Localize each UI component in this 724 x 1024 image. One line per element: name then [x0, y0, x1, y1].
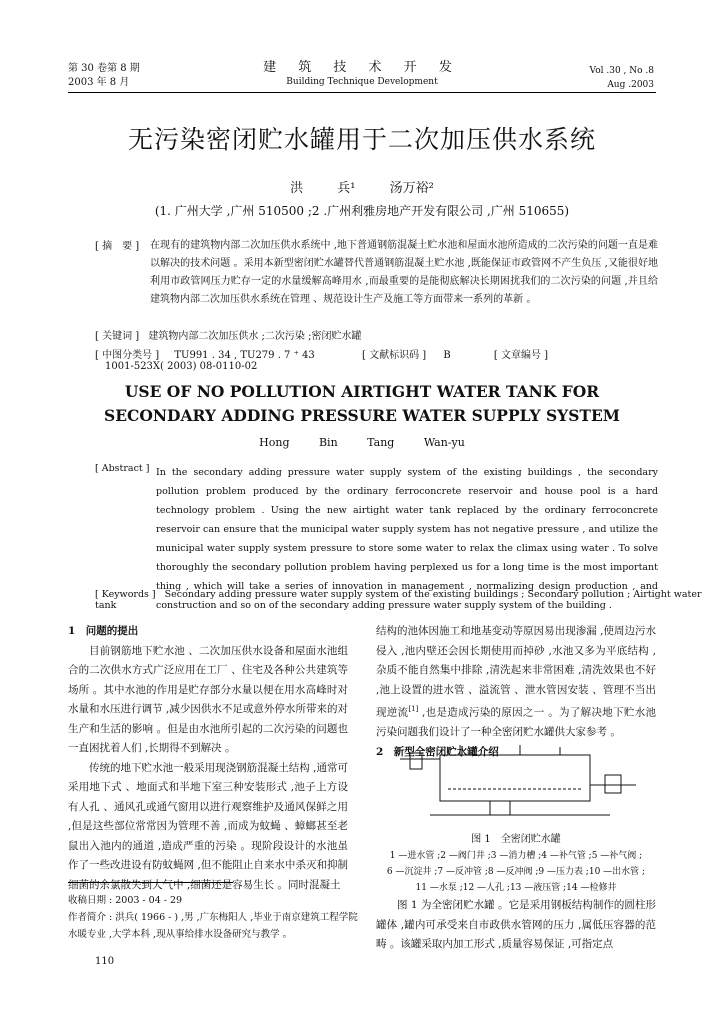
keywords-cn-label: [ 关键词 ] — [95, 331, 140, 342]
valve-well — [410, 753, 422, 769]
keywords-cn — [95, 327, 361, 342]
running-header-right — [590, 64, 654, 92]
paragraph: 目前钢筋地下贮水池 、二次加压供水设备和屋面水池组合的二次供水方式广泛应用在工厂 、住宅及各种公共建筑等场所 。其中水池的作用是贮存部分水量以便在用水高峰时对水量和水压进行调节 ,减少因供水不足或意外停水所带来的对生产和生活的影响 。但是由水池所引起的二次污染的问题也一直困扰着人们 ,长期得不到解决 。 — [68, 644, 348, 754]
journal-name-en: Building Technique Development — [286, 77, 438, 87]
citation-ref: [1] — [408, 705, 419, 713]
pump — [605, 775, 621, 793]
body-left-column — [68, 622, 348, 895]
journal-name-cn: 建 筑 技 术 开 发 — [263, 60, 461, 75]
doc-code-value: B — [443, 350, 451, 361]
legend-line: 6 —沉淀井 ;7 —反冲管 ;8 —反冲阀 ;9 —压力表 ;10 —出水管 ; — [386, 867, 646, 877]
figure-1-legend — [376, 848, 656, 896]
keywords-en-label: [ Keywords ] — [95, 589, 156, 600]
body-right-column — [376, 622, 656, 762]
article-title-en: USE OF NO POLLUTION AIRTIGHT WATER TANK FOR SECONDARY ADDING PRESSURE WATER SUPPLY SYSTEM — [104, 382, 620, 425]
keywords-en-text: Secondary adding pressure water supply system of the existing buildings ; Secondary pollution ; Airtight water tank — [95, 589, 702, 611]
paragraph-text: 结构的池体因施工和地基变动等原因易出现渗漏 ,使周边污水侵入 ,池内壁还会因长期使用而掉砂 ,水池又多为平底结构 ,杂质不能自然集中排除 ,清洗起来非常困难 ,清洗效果也不好 ,池上设置的进水管 、溢流管 、泄水管因安装 、管理不当出现逆流 — [376, 625, 656, 719]
abstract-en-label: [ Abstract ] — [95, 463, 150, 474]
article-no-label: [ 文章编号 ] — [493, 350, 549, 361]
article-title: 无污染密闭贮水罐用于二次加压供水系统 — [127, 125, 596, 154]
authors-en: Hong Bin Tang Wan-yu — [259, 436, 465, 449]
footnote — [68, 892, 358, 943]
volume-issue: 第 30 卷第 8 期 — [68, 63, 140, 74]
article-no-value: 1001-523X( 2003) 08-0110-02 — [105, 361, 258, 372]
abstract-cn-label: [ 摘 要 ] — [95, 241, 140, 252]
volume-issue-en: Vol .30 , No .8 — [589, 66, 654, 76]
abstract-cn-text: 在现有的建筑物内部二次加压供水系统中 ,地下普通钢筋混凝土贮水池和屋面水池所造成的二次污染的问题一直是难以解决的技术问题 。采用本新型密闭贮水罐替代普通钢筋混凝土贮水池 ,既能保证市政管网不产生负压 ,又能很好地利用市政管网压力贮存一定的水量缓解高峰用水 ,而最重要的是能彻底解决长期困扰我们的二次污染的问题 ,并且给建筑物内部二次加压供水系统在管理 、规范设计生产及施工等方面带来一系列的革新 。 — [150, 240, 658, 305]
clc-label: [ 中图分类号 ] — [95, 350, 160, 361]
clc-value: TU991 . 34 , TU279 . 7 ⁺ 43 — [174, 350, 315, 361]
tank-body — [440, 755, 590, 801]
paragraph — [376, 622, 656, 743]
received-date: 收稿日期 : 2003 - 04 - 29 — [68, 895, 183, 906]
affiliations: (1. 广州大学 ,广州 510500 ;2 .广州利雅房地产开发有限公司 ,广州 510655) — [154, 204, 570, 218]
publication-date: 2003 年 8 月 — [68, 77, 130, 88]
author-intro: 作者简介 : 洪兵( 1966 - ) ,男 ,广东梅阳人 ,毕业于南京建筑工程学院水暖专业 ,大学本科 ,现从事给排水设备研究与教学 。 — [68, 912, 358, 940]
legend-line: 11 —水泵 ;12 —人孔 ;13 —液压管 ;14 —检修井 — [415, 883, 617, 893]
keywords-cn-text: 建筑物内部二次加压供水 ;二次污染 ;密闭贮水罐 — [148, 331, 362, 342]
section-1-heading: 1 问题的提出 — [68, 625, 139, 637]
abstract-en-text: In the secondary adding pressure water supply system of the existing buildings , the secondary pollution problem produced by the ordinary ferroconcrete reservoir and house pool is a hard technology problem . Using the new airtight water tank replaced by the ordinary ferroconcrete reservoir can ensure that the municipal water supply system has not negative pressure , and utilize the municipal water supply system pressure to store some water to relax the climax using water . To solve thoroughly the secondary pollution problem having perplexed us for a long time is the most important thing , which will take a series of innovation in management , normalizing design production , and construction and so on of the secondary adding pressure water supply system of the building . — [156, 467, 658, 611]
figure-1-tank-diagram — [400, 745, 640, 823]
figure-1-caption: 图 1 全密闭贮水罐 — [471, 834, 561, 845]
header-rule — [68, 92, 656, 93]
keywords-en — [95, 589, 724, 611]
footnote-rule — [68, 882, 233, 883]
legend-line: 1 —进水管 ;2 —阀门井 ;3 —消力槽 ;4 —补气管 ;5 —补气阀 ; — [389, 851, 643, 861]
page-number: 110 — [95, 956, 115, 967]
section-2-heading: 2 新型全密闭贮水罐介绍 — [376, 745, 499, 758]
paragraph: 图 1 为全密闭贮水罐 。它是采用钢板结构制作的圆柱形罐体 ,罐内可承受来自市政供水管网的压力 ,属低压容器的范畴 。该罐采取内加工形式 ,质量容易保证 ,可指定点 — [376, 899, 656, 950]
paragraph-text: ,也是造成污染的原因之一 。为了解决地下贮水池污染问题我们设计了一种全密闭贮水罐供大家参考 。 — [376, 706, 657, 738]
paragraph: 传统的地下贮水池一般采用现浇钢筋混凝土结构 ,通常可采用地下式 、地面式和半地下室三种安装形式 ,池子上方设有人孔 、通风孔或通气窗用以进行观察维护及通风保鲜之用 ,但是这些部位常常因为管理不善 ,而成为蚊蝇 、蟑螂甚至老鼠出入池内的通道 ,造成严重的污染 。现阶段设计的水池虽作了一些改进设有防蚊蝇网 ,但不能阻止自来水中杀灭和抑制细菌的余氯散失到大气中 ,细菌还是容易生长 。同时混凝土 — [68, 761, 348, 891]
doc-code-label: [ 文献标识码 ] — [361, 350, 427, 361]
sediment-well — [490, 801, 510, 815]
authors: 洪 兵¹ 汤万裕² — [290, 181, 434, 196]
classification-line — [95, 346, 675, 372]
publication-date-en: Aug .2003 — [607, 80, 654, 90]
